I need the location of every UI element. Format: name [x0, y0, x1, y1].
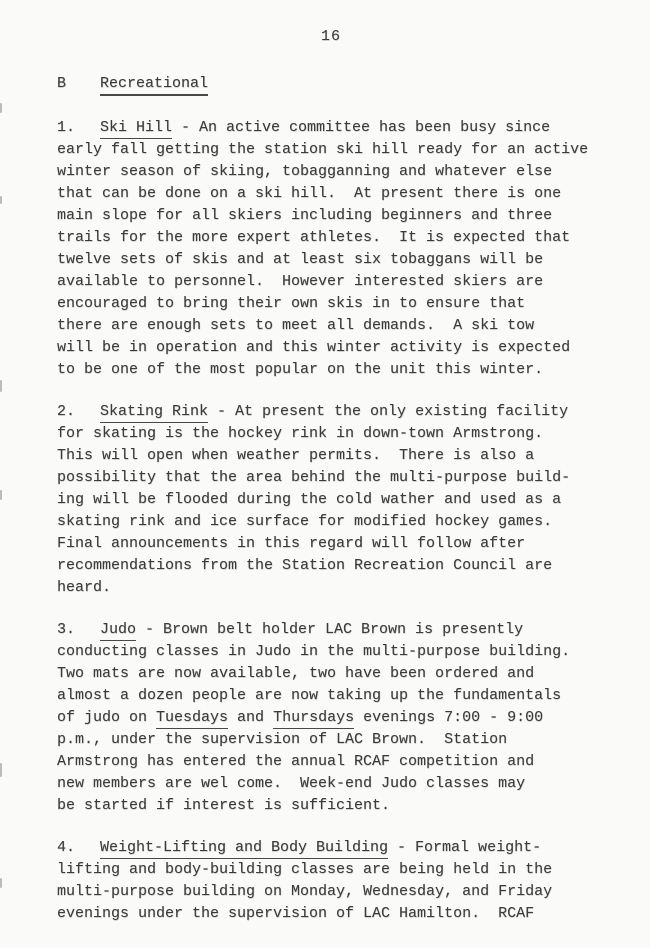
text-line	[57, 315, 605, 337]
text-line	[57, 467, 605, 489]
text-line	[57, 445, 605, 467]
paragraphs-container	[57, 117, 605, 925]
text-segment: will be in operation and this winter activity is expected	[57, 339, 571, 356]
text-line	[57, 161, 605, 183]
scan-artifact	[0, 490, 2, 500]
paragraph	[57, 401, 605, 599]
text-line	[57, 881, 605, 903]
text-line	[57, 903, 605, 925]
text-line	[57, 663, 605, 685]
text-segment: early fall getting the station ski hill ready for an active	[57, 141, 589, 158]
text-line	[57, 489, 605, 511]
text-line	[57, 773, 605, 795]
text-segment: - Formal weight-	[388, 839, 542, 856]
text-segment: to be one of the most popular on the unit this winter.	[57, 361, 544, 378]
text-line	[57, 751, 605, 773]
text-line	[57, 183, 605, 205]
text-segment: main slope for all skiers including beginners and three	[57, 207, 553, 224]
page-number: 16	[320, 28, 341, 45]
text-line	[57, 707, 605, 729]
text-segment: evenings under the supervision of LAC Hamilton. RCAF	[57, 905, 535, 922]
text-line	[57, 401, 605, 423]
text-line	[57, 293, 605, 315]
underlined-text: Tuesdays	[156, 709, 228, 729]
text-line	[57, 359, 605, 381]
section-title: Recreational	[100, 75, 208, 96]
text-segment: trails for the more expert athletes. It is expected that	[57, 229, 571, 246]
text-line	[57, 837, 605, 859]
text-line	[57, 619, 605, 641]
text-segment: heard.	[57, 579, 112, 596]
text-segment: Two mats are now available, two have been ordered and	[57, 665, 535, 682]
text-segment: available to personnel. However interested skiers are	[57, 273, 544, 290]
text-segment: Final announcements in this regard will follow after	[57, 535, 526, 552]
paragraph-number: 3.	[57, 621, 76, 638]
text-segment: p.m., under the supervision of LAC Brown. Station	[57, 731, 508, 748]
text-segment: there are enough sets to meet all demands. A ski tow	[57, 317, 535, 334]
scan-artifact	[0, 196, 2, 204]
text-segment: twelve sets of skis and at least six tobaggans will be	[57, 251, 544, 268]
text-line	[57, 555, 605, 577]
section-heading	[57, 73, 605, 95]
text-segment: conducting classes in Judo in the multi-purpose building.	[57, 643, 571, 660]
paragraph	[57, 117, 605, 381]
underlined-text: Ski Hill	[100, 119, 172, 139]
text-segment: possibility that the area behind the multi-purpose build-	[57, 469, 571, 486]
text-segment: almost a dozen people are now taking up the fundamentals	[57, 687, 562, 704]
text-line	[57, 337, 605, 359]
paragraph	[57, 837, 605, 925]
text-line	[57, 249, 605, 271]
text-segment: - At present the only existing facility	[208, 403, 569, 420]
paragraph-number: 4.	[57, 839, 76, 856]
text-segment: - An active committee has been busy since	[172, 119, 551, 136]
text-segment: - Brown belt holder LAC Brown is presently	[136, 621, 524, 638]
text-segment: evenings 7:00 - 9:00	[354, 709, 544, 726]
scan-artifact	[0, 103, 2, 113]
text-segment: recommendations from the Station Recreation Council are	[57, 557, 553, 574]
text-segment: lifting and body-building classes are being held in the	[57, 861, 553, 878]
scan-artifact	[0, 380, 2, 392]
text-line	[57, 685, 605, 707]
text-segment: multi-purpose building on Monday, Wednesday, and Friday	[57, 883, 553, 900]
text-line	[57, 227, 605, 249]
text-segment: ing will be flooded during the cold wather and used as a	[57, 491, 562, 508]
text-segment: and	[228, 709, 274, 726]
text-segment: This will open when weather permits. There is also a	[57, 447, 535, 464]
text-line	[57, 533, 605, 555]
text-line	[57, 205, 605, 227]
text-line	[57, 271, 605, 293]
text-segment: of judo on	[57, 709, 157, 726]
underlined-text: Weight-Lifting and Body Building	[100, 839, 388, 859]
text-segment: new members are wel come. Week-end Judo classes may	[57, 775, 526, 792]
underlined-text: Judo	[100, 621, 136, 641]
text-line	[57, 577, 605, 599]
paragraph-number: 1.	[57, 119, 76, 136]
paragraph	[57, 619, 605, 817]
underlined-text: Thursdays	[273, 709, 354, 729]
text-segment: winter season of skiing, tobagganning and whatever else	[57, 163, 553, 180]
text-line	[57, 511, 605, 533]
text-line	[57, 859, 605, 881]
section-label: B	[57, 75, 67, 92]
scan-artifact	[0, 763, 2, 777]
text-segment: for skating is the hockey rink in down-town Armstrong.	[57, 425, 544, 442]
text-segment: skating rink and ice surface for modified hockey games.	[57, 513, 553, 530]
text-line	[57, 729, 605, 751]
text-line	[57, 795, 605, 817]
text-segment: that can be done on a ski hill. At present there is one	[57, 185, 562, 202]
text-segment: Armstrong has entered the annual RCAF competition and	[57, 753, 535, 770]
paragraph-number: 2.	[57, 403, 76, 420]
text-line	[57, 423, 605, 445]
text-line	[57, 117, 605, 139]
text-segment: encouraged to bring their own skis in to ensure that	[57, 295, 526, 312]
underlined-text: Skating Rink	[100, 403, 208, 423]
scan-artifact	[0, 878, 2, 888]
text-line	[57, 139, 605, 161]
text-segment: be started if interest is sufficient.	[57, 797, 391, 814]
text-line	[57, 641, 605, 663]
